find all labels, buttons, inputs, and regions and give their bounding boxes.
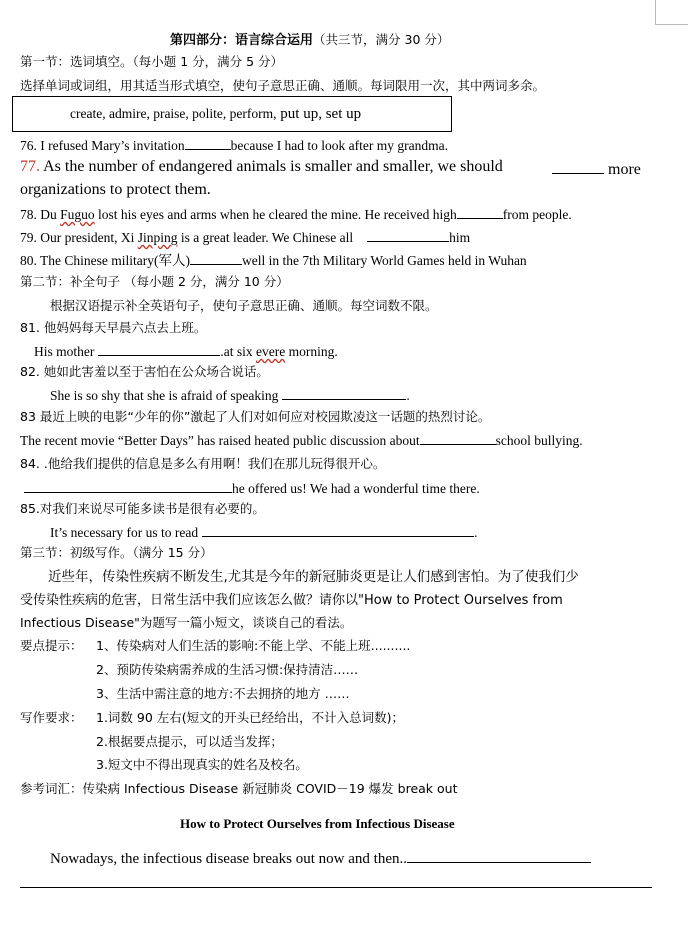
requirement-1: 1.词数 90 左右(短文的开头已经给出，不计入总词数)； <box>96 710 405 725</box>
question-82-zh: 82. 她如此害羞以至于害怕在公众场合说话。 <box>20 364 269 379</box>
writing-prompt-line1: 近些年，传染性疾病不断发生,尤其是今年的新冠肺炎更是让人们感到害怕。为了使我们少 <box>48 569 579 585</box>
writing-prompt-line2: 受传染性疾病的危害，日常生活中我们应该怎么做？请你以"How to Protect Ourselves from <box>20 593 563 608</box>
answer-blank[interactable] <box>185 137 231 150</box>
question-79: 79. Our president, Xi Jinping is a great leader. We Chinese all him <box>20 230 471 245</box>
requirements-label: 写作要求： <box>20 710 83 725</box>
point-2: 2、预防传染病需养成的生活习惯:保持清洁…… <box>96 662 359 677</box>
question-83-zh: 83 最近上映的电影“少年的你”激起了人们对如何应对校园欺凌这一话题的热烈讨论。 <box>20 409 491 424</box>
question-85-zh: 85.对我们来说尽可能多读书是很有必要的。 <box>20 501 265 516</box>
question-81-zh: 81. 他妈妈每天早晨六点去上班。 <box>20 320 207 335</box>
part-title: 第四部分：语言综合运用（共三节，满分 30 分） <box>170 32 450 48</box>
question-82-en: She is so shy that she is afraid of speaking . <box>50 388 410 403</box>
section3-heading: 第三节：初级写作。（满分 15 分） <box>20 545 213 560</box>
question-77-cont: organizations to protect them. <box>20 181 211 198</box>
section2-instruction: 根据汉语提示补全英语句子，使句子意思正确、通顺。每空词数不限。 <box>50 298 438 313</box>
essay-title: How to Protect Ourselves from Infectious Disease <box>180 816 455 831</box>
word-bank-box <box>12 96 452 132</box>
answer-blank[interactable] <box>202 524 474 537</box>
points-label: 要点提示： <box>20 638 83 653</box>
page-corner-mark <box>655 0 656 24</box>
essay-answer-line[interactable] <box>20 887 652 888</box>
question-76: 76. I refused Mary’s invitation because I had to look after my grandma. <box>20 138 449 153</box>
answer-blank[interactable] <box>552 157 604 174</box>
section1-heading: 第一节：选词填空。（每小题 1 分，满分 5 分） <box>20 54 284 69</box>
point-3: 3、生活中需注意的地方:不去拥挤的地方 …… <box>96 686 350 701</box>
answer-blank[interactable] <box>190 252 242 265</box>
question-78: 78. Du Fuguo lost his eyes and arms when he cleared the mine. He received high from people. <box>20 207 572 222</box>
question-85-en: It’s necessary for us to read . <box>50 525 478 540</box>
page-corner-mark <box>655 24 688 25</box>
reference-vocabulary: 参考词汇：传染病 Infectious Disease 新冠肺炎 COVID－19 爆发 break out <box>20 781 458 796</box>
question-84-zh: 84. .他给我们提供的信息是多么有用啊！我们在那儿玩得很开心。 <box>20 456 386 471</box>
requirement-3: 3.短文中不得出现真实的姓名及校名。 <box>96 757 308 772</box>
point-1: 1、传染病对人们生活的影响:不能上学、不能上班.......... <box>96 638 411 653</box>
question-84-en: he offered us! We had a wonderful time there. <box>24 480 480 497</box>
section1-instruction: 选择单词或词组，用其适当形式填空，使句子意思正确、通顺。每词限用一次，其中两词多余。 <box>20 78 546 93</box>
writing-prompt-line3: Infectious Disease"为题写一篇小短文，谈谈自己的看法。 <box>20 615 353 630</box>
word-bank-text: create, admire, praise, polite, perform, put up, set up <box>70 106 362 122</box>
answer-blank[interactable] <box>367 229 449 242</box>
requirement-2: 2.根据要点提示，可以适当发挥； <box>96 734 283 749</box>
question-77-blank-part: more <box>552 157 641 180</box>
answer-blank[interactable] <box>420 432 496 445</box>
question-81-en: His mother .at six evere morning. <box>34 344 338 359</box>
question-83-en: The recent movie “Better Days” has raised heated public discussion about school bullying. <box>20 433 583 448</box>
answer-blank[interactable] <box>282 387 406 400</box>
section2-heading: 第二节：补全句子 （每小题 2 分，满分 10 分） <box>20 274 289 289</box>
answer-blank[interactable] <box>98 343 220 356</box>
essay-opening: Nowadays, the infectious disease breaks out now and then.. <box>50 848 591 868</box>
essay-answer-line[interactable] <box>407 848 591 863</box>
question-77: 77. As the number of endangered animals is smaller and smaller, we should <box>20 158 503 175</box>
answer-blank[interactable] <box>24 480 232 493</box>
question-80: 80. The Chinese military(军人) well in the 7th Military World Games held in Wuhan <box>20 253 527 268</box>
answer-blank[interactable] <box>457 206 503 219</box>
